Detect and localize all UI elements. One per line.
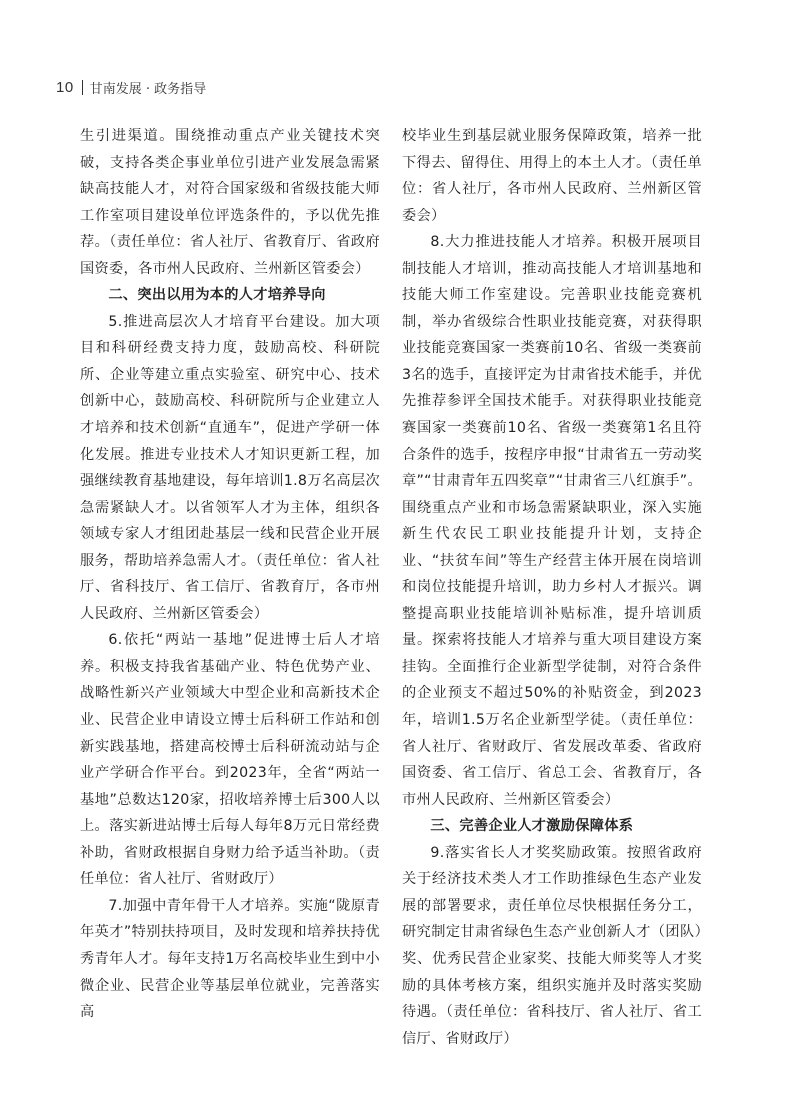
paragraph-7: 7.加强中青年骨干人才培养。实施“陇原青年英才”特别扶持项目，及时发现和培养扶持优秀青年人才。每年支持1万名高校毕业生到中小微企业、民营企业等基层单位就业，完善落实高: [80, 897, 380, 1021]
paragraph-6: 6.依托“两站一基地”促进博士后人才培养。积极支持我省基础产业、特色优势产业、战略性新兴产业领域大中型企业和高新技术企业、民营企业申请设立博士后科研工作站和创新实践基地，搭建高校博士后科研流动站与企业产学研合作平台。到2023年，全省“两站一基地”总数达120家，招收培养博士后300人以上。落实新进站博士后每人每年8万元日常经费补助，省财政根据自身财力给予适当补助。（责任单位：省人社厅、省财政厅）: [80, 632, 380, 888]
paragraph-7-continued: 校毕业生到基层就业服务保障政策，培养一批下得去、留得住、用得上的本土人才。（责任单位：省人社厅，各市州人民政府、兰州新区管委会）: [402, 128, 702, 224]
section-heading-2: 二、突出以用为本的人才培养导向: [108, 287, 326, 304]
page-number: 10: [56, 79, 74, 96]
section-heading-3: 三、完善企业人才激励保障体系: [430, 818, 634, 835]
header-divider: [82, 80, 83, 95]
journal-title: 甘南发展 · 政务指导: [89, 82, 207, 97]
paragraph-9: 9.落实省长人才奖奖励政策。按照省政府关于经济技术类人才工作助推绿色生态产业发展的部署要求，责任单位尽快根据任务分工，研究制定甘肃省绿色生态产业创新人才（团队）奖、优秀民营企业家奖、技能大师奖等人才奖励的具体考核方案，组织实施并及时落实奖励待遇。（责任单位：省科技厅、省人社厅、省工信厅、省财政厅）: [402, 844, 702, 1047]
running-header: [56, 78, 206, 97]
paragraph-8: 8.大力推进技能人才培养。积极开展项目制技能人才培训，推动高技能人才培训基地和技能大师工作室建设。完善职业技能竞赛机制，举办省级综合性职业技能竞赛，对获得职业技能竞赛国家一类赛前10名、省级一类赛前3名的选手，直接评定为甘肃省技术能手，并优先推荐参评全国技术能手。对获得职业技能竞赛国家一类赛前10名、省级一类赛第1名且符合条件的选手，按程序申报“甘肃省五一劳动奖章”“甘肃青年五四奖章”“甘肃省三八红旗手”。围绕重点产业和市场急需紧缺职业，深入实施新生代农民工职业技能提升计划，支持企业、“扶贫车间”等生产经营主体开展在岗培训和岗位技能提升培训，助力乡村人才振兴。调整提高职业技能培训补贴标准，提升培训质量。探索将技能人才培养与重大项目建设方案挂钩。全面推行企业新型学徒制，对符合条件的企业预支不超过50%的补贴资金，到2023年，培训1.5万名企业新型学徒。（责任单位：省人社厅、省财政厅、省发展改革委、省政府国资委、省工信厅、省总工会、省教育厅，各市州人民政府、兰州新区管委会）: [402, 234, 702, 808]
paragraph-5: 5.推进高层次人才培育平台建设。加大项目和科研经费支持力度，鼓励高校、科研院所、企业等建立重点实验室、研究中心、技术创新中心，鼓励高校、科研院所与企业建立人才培养和技术创新“直通车”，促进产学研一体化发展。推进专业技术人才知识更新工程，加强继续教育基地建设，每年培训1.8万名高层次急需紧缺人才。以省领军人才为主体，组织各领域专家人才组团赴基层一线和民营企业开展服务，帮助培养急需人才。（责任单位：省人社厅、省科技厅、省工信厅、省教育厅，各市州人民政府、兰州新区管委会）: [80, 313, 380, 622]
right-column: [402, 123, 702, 1052]
left-column: [80, 123, 380, 1026]
paragraph-continued: 生引进渠道。围绕推动重点产业关键技术突破，支持各类企事业单位引进产业发展急需紧缺高技能人才，对符合国家级和省级技能大师工作室项目建设单位评选条件的，予以优先推荐。（责任单位：省人社厅、省教育厅、省政府国资委，各市州人民政府、兰州新区管委会）: [80, 128, 380, 277]
